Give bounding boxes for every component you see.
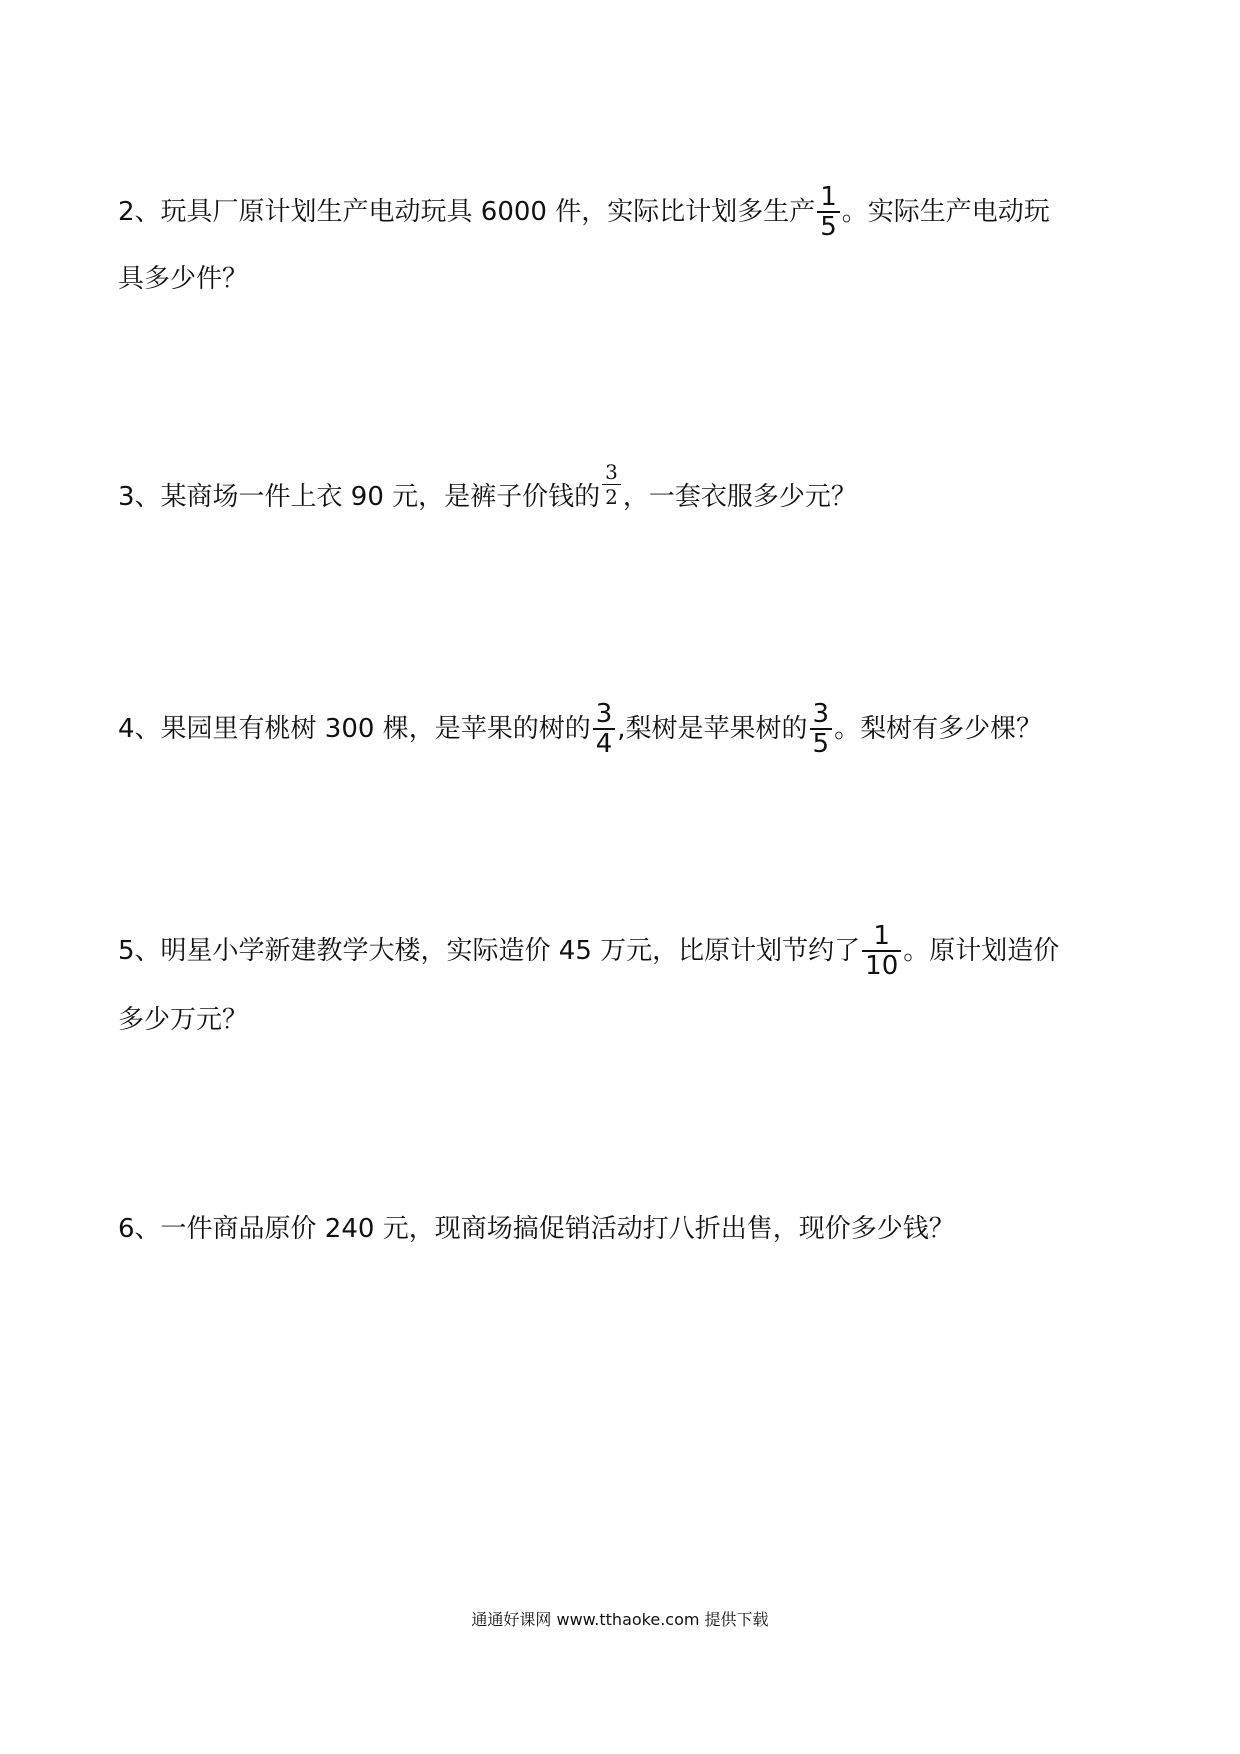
fraction-numerator: 1 [873,921,890,951]
fraction-denominator: 4 [595,729,613,759]
fraction-denominator: 5 [812,729,830,759]
fraction-numerator: 3 [605,460,618,484]
problem-4-fraction-2 [810,700,833,758]
problem-2-fraction [817,183,840,241]
problem-6-text: 6、一件商品原价 240 元，现商场搞促销活动打八折出售，现价多少钱？ [118,1214,955,1244]
problem-2-line-1 [118,183,1050,241]
problem-5-text-pre: 5、明星小学新建教学大楼，实际造价 45 万元，比原计划节约了 [118,936,861,966]
problem-3-text-pre: 3、某商场一件上衣 90 元，是裤子价钱的 [118,481,601,512]
problem-3-line [118,460,857,521]
page-footer [0,1610,1240,1630]
footer-text: 通通好课网 www.tthaoke.com 提供下载 [471,1610,769,1629]
problem-4-text-post: 。梨树有多少棵？ [834,714,1043,744]
problem-5-text-line-2: 多少万元？ [118,1005,249,1035]
problem-5-line-2 [118,1003,248,1037]
problem-4-text-pre: 4、果园里有桃树 300 棵，是苹果的树的 [118,714,591,744]
problem-3-fraction [602,460,621,509]
fraction-numerator: 3 [595,699,613,729]
problem-5-fraction [862,922,901,980]
problem-4-fraction-1 [593,700,616,758]
fraction-denominator: 2 [605,485,618,509]
fraction-denominator: 10 [865,951,899,981]
problem-4-line [118,700,1042,758]
fraction-numerator: 1 [820,182,837,212]
problem-3-text-post: ，一套衣服多少元？ [622,481,857,512]
problem-5-line-1 [118,922,1059,980]
problem-2-line-2 [118,262,248,296]
problem-2-text-line-2: 具多少件？ [118,264,249,294]
fraction-numerator: 3 [812,699,830,729]
problem-6-line [118,1212,955,1246]
problem-5-text-post: 。原计划造价 [903,936,1060,966]
problem-2-text-post: 。实际生产电动玩 [841,197,1050,227]
problem-4-text-mid: ,梨树是苹果树的 [617,714,808,744]
problem-2-text-pre: 2、玩具厂原计划生产电动玩具 6000 件，实际比计划多生产 [118,197,816,227]
fraction-denominator: 5 [820,212,837,242]
